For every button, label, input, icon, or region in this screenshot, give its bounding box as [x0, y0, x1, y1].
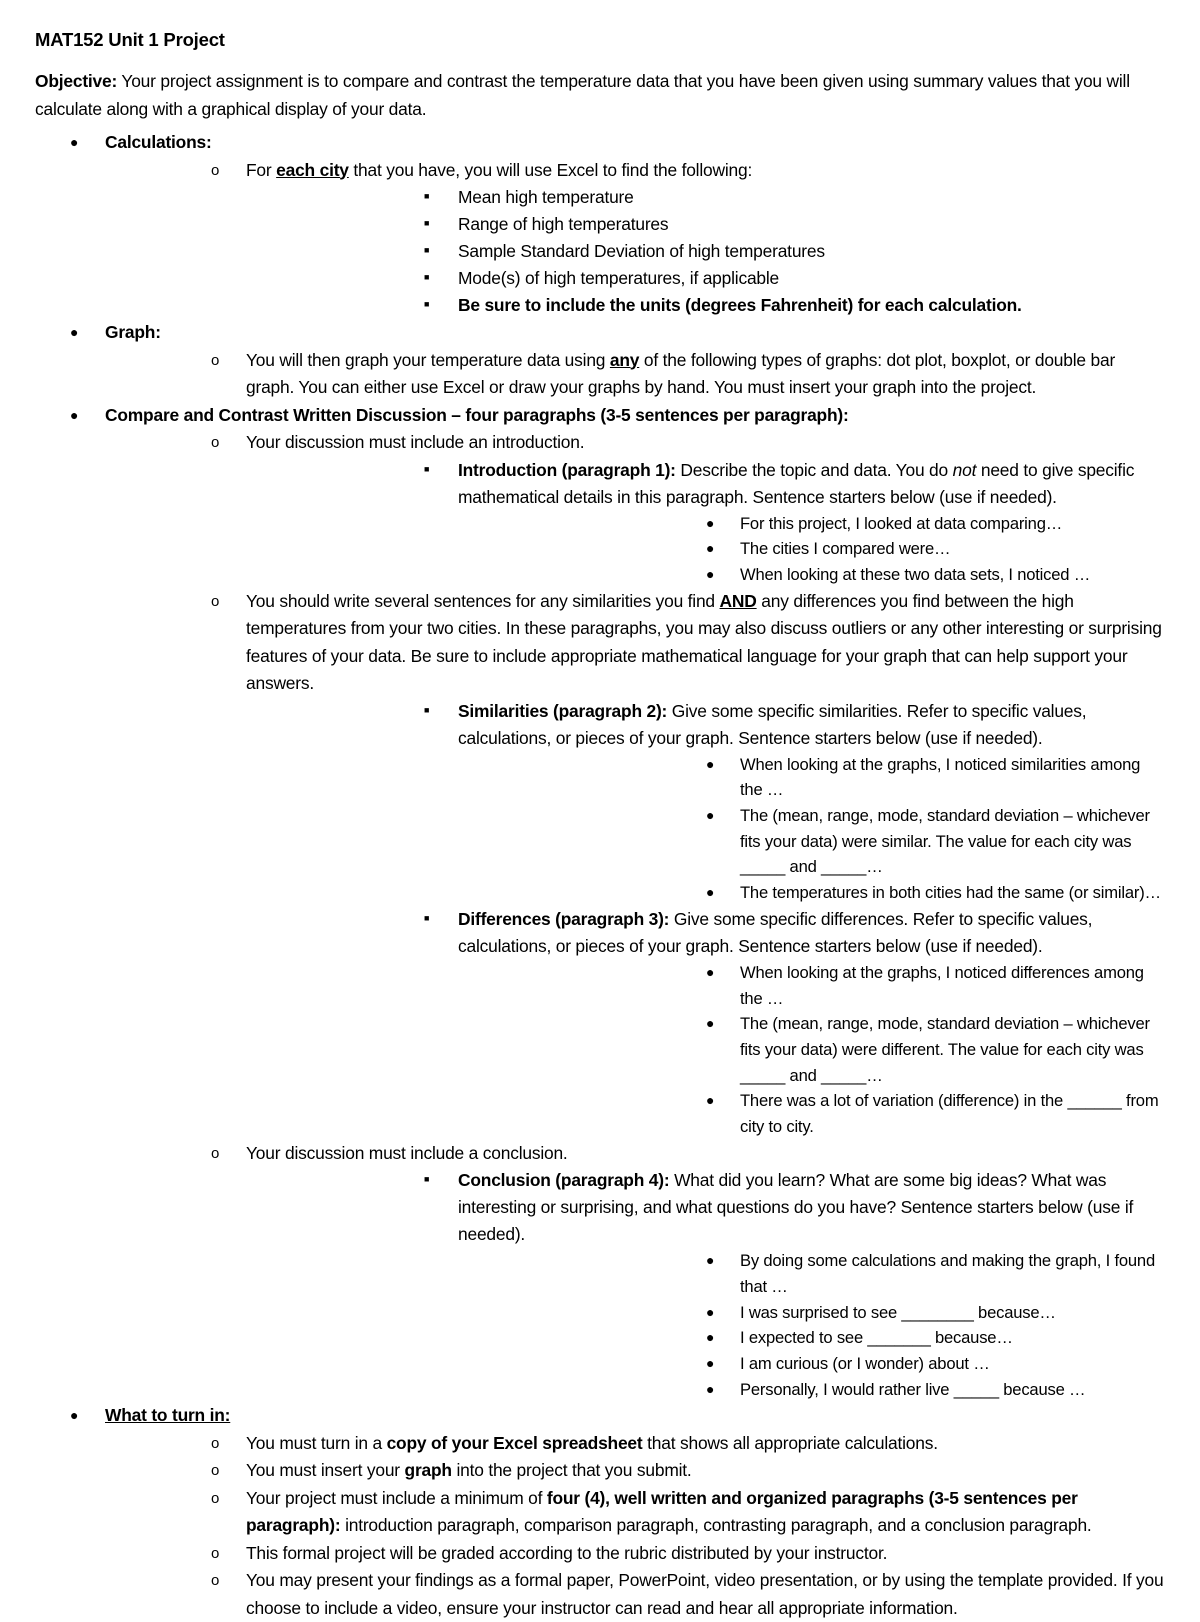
- section-discussion: [35, 402, 1165, 1403]
- discussion-sublist: [105, 429, 1165, 1402]
- list-item: o Your project must include a minimum of four (4), well written and organized paragraphs (3-5 sentences per paragraph): introduction paragraph, comparison paragraph, contrasting paragraph, and a conclusion paragraph.: [105, 1485, 1165, 1540]
- objective-label: Objective:: [35, 71, 118, 91]
- bullet-icon: [706, 1300, 714, 1326]
- bullet-icon: [706, 1325, 714, 1351]
- bullet-icon: [706, 752, 714, 778]
- conclusion-label: Conclusion (paragraph 4):: [458, 1170, 670, 1191]
- bullet-icon: [706, 803, 714, 829]
- calculations-sublist: [105, 157, 1165, 320]
- circle-bullet-icon: [211, 157, 219, 185]
- circle-bullet-icon: [211, 1140, 219, 1168]
- graph-sublist: [105, 347, 1165, 402]
- square-bullet-icon: [424, 184, 429, 212]
- square-bullet-icon: [424, 265, 429, 293]
- turn-in-sublist: [105, 1430, 1165, 1622]
- circle-bullet-icon: [211, 1485, 219, 1513]
- bullet-icon: [706, 1351, 714, 1377]
- list-item: ● I was surprised to see ________ because…: [458, 1300, 1165, 1326]
- list-item: ● By doing some calculations and making the graph, I found that …: [458, 1248, 1165, 1299]
- list-item: ● I am curious (or I wonder) about …: [458, 1351, 1165, 1377]
- and-emphasis: AND: [719, 590, 757, 611]
- section-graph: [35, 319, 1165, 402]
- bullet-icon: [70, 402, 78, 430]
- square-bullet-icon: [424, 1167, 429, 1195]
- section-calculations: [35, 129, 1165, 319]
- list-item: ● I expected to see _______ because…: [458, 1325, 1165, 1351]
- list-item: o You will then graph your temperature data using any of the following types of graphs: dot plot, boxplot, or double bar graph. You can either use Excel or draw your graphs by hand. You must insert your graph into the project.: [105, 347, 1165, 402]
- list-item: ■ Conclusion (paragraph 4): What did you learn? What are some big ideas? What was interesting or surprising, and what questions do you have? Sentence starters below (use if needed). ● By doing some calculations and making the graph, I found that … ● I was surprised to see ________ because… ● I expected to see _______ because… ● I am curious (or I wonder) about … ● Personally, I would rather live _____ because …: [246, 1167, 1165, 1402]
- list-item: ■ Mode(s) of high temperatures, if applicable: [246, 265, 1165, 292]
- circle-bullet-icon: [211, 1430, 219, 1458]
- introduction-label: Introduction (paragraph 1):: [458, 459, 676, 480]
- list-item: ■ Introduction (paragraph 1): Describe the topic and data. You do not need to give specific mathematical details in this paragraph. Sentence starters below (use if needed). ● For this project, I looked at data comparing… ● The cities I compared were… ● When looking at these two data sets, I noticed …: [246, 457, 1165, 588]
- objective-paragraph: [35, 68, 1165, 123]
- list-item: ● When looking at the graphs, I noticed differences among the …: [458, 960, 1165, 1011]
- bullet-icon: [70, 319, 78, 347]
- circle-bullet-icon: [211, 588, 219, 616]
- list-item: [246, 292, 1165, 319]
- square-bullet-icon: [424, 292, 429, 320]
- list-item: ■ Sample Standard Deviation of high temperatures: [246, 238, 1165, 265]
- each-city-emphasis: each city: [276, 159, 349, 180]
- list-item: ● For this project, I looked at data comparing…: [458, 511, 1165, 537]
- section-turn-in: [35, 1402, 1165, 1622]
- square-bullet-icon: [424, 457, 429, 485]
- introduction-starters: [458, 511, 1165, 588]
- list-item: o You should write several sentences for any similarities you find AND any differences you find between the high temperatures from your two cities. In these paragraphs, you may also discuss outliers or any other interesting or surprising features of your data. Be sure to include appropriate mathematical language for your graph that can help support your answers. ■ Similarities (paragraph 2): Give some specific similarities. Refer to specific values, calculations, or pieces of your graph. Sentence starters below (use if needed). ● When looking at the graphs, I noticed similarities among the … ● The (mean, range, mode, standard deviation – whichever fits your data) were similar. The value for each city was _____ and _____… ● The temperatures in both cities had the same (or similar)… ■ Differences (paragraph 3): Give some specific differences. Refer to specific values, calculations, or pieces of your graph. Sentence starters below (use if needed). ● When looking at the graphs, I noticed differences among the … ● The (mean, range, mode, standard deviation – whichever fits your data) were different. The value for each city was _____ and _____… ● There was a lot of variation (difference) in the ______ from city to city.: [105, 588, 1165, 1140]
- conclusion-starters: [458, 1248, 1165, 1402]
- bullet-icon: [706, 1011, 714, 1037]
- list-item: o You must turn in a copy of your Excel spreadsheet that shows all appropriate calculations.: [105, 1430, 1165, 1458]
- graph-heading: Graph:: [105, 322, 161, 342]
- circle-bullet-icon: [211, 1457, 219, 1485]
- introduction-list: [246, 457, 1165, 588]
- list-item: o You must insert your graph into the project that you submit.: [105, 1457, 1165, 1485]
- list-item: o This formal project will be graded according to the rubric distributed by your instructor.: [105, 1540, 1165, 1568]
- circle-bullet-icon: [211, 1567, 219, 1595]
- differences-starters: [458, 960, 1165, 1140]
- document-page: [35, 26, 1165, 1622]
- bullet-icon: [70, 1402, 78, 1430]
- bullet-icon: [70, 129, 78, 157]
- section-list: [35, 129, 1165, 1622]
- list-item: ● The (mean, range, mode, standard deviation – whichever fits your data) were different. The value for each city was _____ and _____…: [458, 1011, 1165, 1088]
- bullet-icon: [706, 1248, 714, 1274]
- list-item: o You may present your findings as a formal paper, PowerPoint, video presentation, or by using the template provided. If you choose to include a video, ensure your instructor can read and hear all appropriate information.: [105, 1567, 1165, 1622]
- square-bullet-icon: [424, 211, 429, 239]
- list-item: ● The temperatures in both cities had the same (or similar)…: [458, 880, 1165, 906]
- list-item: ● Personally, I would rather live _____ because …: [458, 1377, 1165, 1403]
- list-item: o For each city that you have, you will use Excel to find the following: ■ Mean high temperature ■ Range of high temperatures ■ Sample Standard Deviation of high temperatures ■ Mode(s) of high temperatures, if applicable ■ Be sure to include the units (degrees Fahrenheit) for each calculation.: [105, 157, 1165, 320]
- bullet-icon: [706, 1088, 714, 1114]
- objective-text: Your project assignment is to compare and contrast the temperature data that you have been given using summary values that you will calculate along with a graphical display of your data.: [35, 71, 1130, 119]
- bullet-icon: [706, 562, 714, 588]
- similarities-starters: [458, 752, 1165, 906]
- any-emphasis: any: [609, 349, 640, 370]
- square-bullet-icon: [424, 698, 429, 726]
- bullet-icon: [706, 880, 714, 906]
- list-item: o Your discussion must include a conclusion. ■ Conclusion (paragraph 4): What did you learn? What are some big ideas? What was interesting or surprising, and what questions do you have? Sentence starters below (use if needed). ● By doing some calculations and making the graph, I found that … ● I was surprised to see ________ because… ● I expected to see _______ because… ● I am curious (or I wonder) about … ● Personally, I would rather live _____ because …: [105, 1140, 1165, 1403]
- bullet-icon: [706, 1377, 714, 1403]
- list-item: ■ Mean high temperature: [246, 184, 1165, 211]
- page-title: MAT152 Unit 1 Project: [35, 29, 225, 50]
- turn-in-heading: What to turn in:: [105, 1405, 231, 1426]
- differences-label: Differences (paragraph 3):: [458, 908, 670, 929]
- list-item: ● There was a lot of variation (difference) in the ______ from city to city.: [458, 1088, 1165, 1139]
- similarities-label: Similarities (paragraph 2):: [458, 700, 668, 721]
- bullet-icon: [706, 536, 714, 562]
- list-item: ■ Differences (paragraph 3): Give some specific differences. Refer to specific values, calculations, or pieces of your graph. Sentence starters below (use if needed). ● When looking at the graphs, I noticed differences among the … ● The (mean, range, mode, standard deviation – whichever fits your data) were different. The value for each city was _____ and _____… ● There was a lot of variation (difference) in the ______ from city to city.: [246, 906, 1165, 1140]
- calculations-heading: Calculations:: [105, 132, 212, 152]
- list-item: ■ Range of high temperatures: [246, 211, 1165, 238]
- calculation-items: [246, 184, 1165, 319]
- list-item: ● The (mean, range, mode, standard deviation – whichever fits your data) were similar. The value for each city was _____ and _____…: [458, 803, 1165, 880]
- bullet-icon: [706, 960, 714, 986]
- circle-bullet-icon: [211, 1540, 219, 1568]
- compare-list: [246, 698, 1165, 1140]
- list-item: ● When looking at the graphs, I noticed similarities among the …: [458, 752, 1165, 803]
- discussion-heading: Compare and Contrast Written Discussion – four paragraphs (3-5 sentences per paragraph):: [105, 404, 849, 425]
- list-item: ● When looking at these two data sets, I noticed …: [458, 562, 1165, 588]
- units-note: Be sure to include the units (degrees Fahrenheit) for each calculation.: [458, 295, 1022, 315]
- list-item: ■ Similarities (paragraph 2): Give some specific similarities. Refer to specific values, calculations, or pieces of your graph. Sentence starters below (use if needed). ● When looking at the graphs, I noticed similarities among the … ● The (mean, range, mode, standard deviation – whichever fits your data) were similar. The value for each city was _____ and _____… ● The temperatures in both cities had the same (or similar)…: [246, 698, 1165, 906]
- list-item: ● The cities I compared were…: [458, 536, 1165, 562]
- square-bullet-icon: [424, 238, 429, 266]
- circle-bullet-icon: [211, 429, 219, 457]
- circle-bullet-icon: [211, 347, 219, 375]
- conclusion-list: [246, 1167, 1165, 1402]
- bullet-icon: [706, 511, 714, 537]
- list-item: o Your discussion must include an introduction. ■ Introduction (paragraph 1): Describe the topic and data. You do not need to give specific mathematical details in this paragraph. Sentence starters below (use if needed). ● For this project, I looked at data comparing… ● The cities I compared were… ● When looking at these two data sets, I noticed …: [105, 429, 1165, 588]
- square-bullet-icon: [424, 906, 429, 934]
